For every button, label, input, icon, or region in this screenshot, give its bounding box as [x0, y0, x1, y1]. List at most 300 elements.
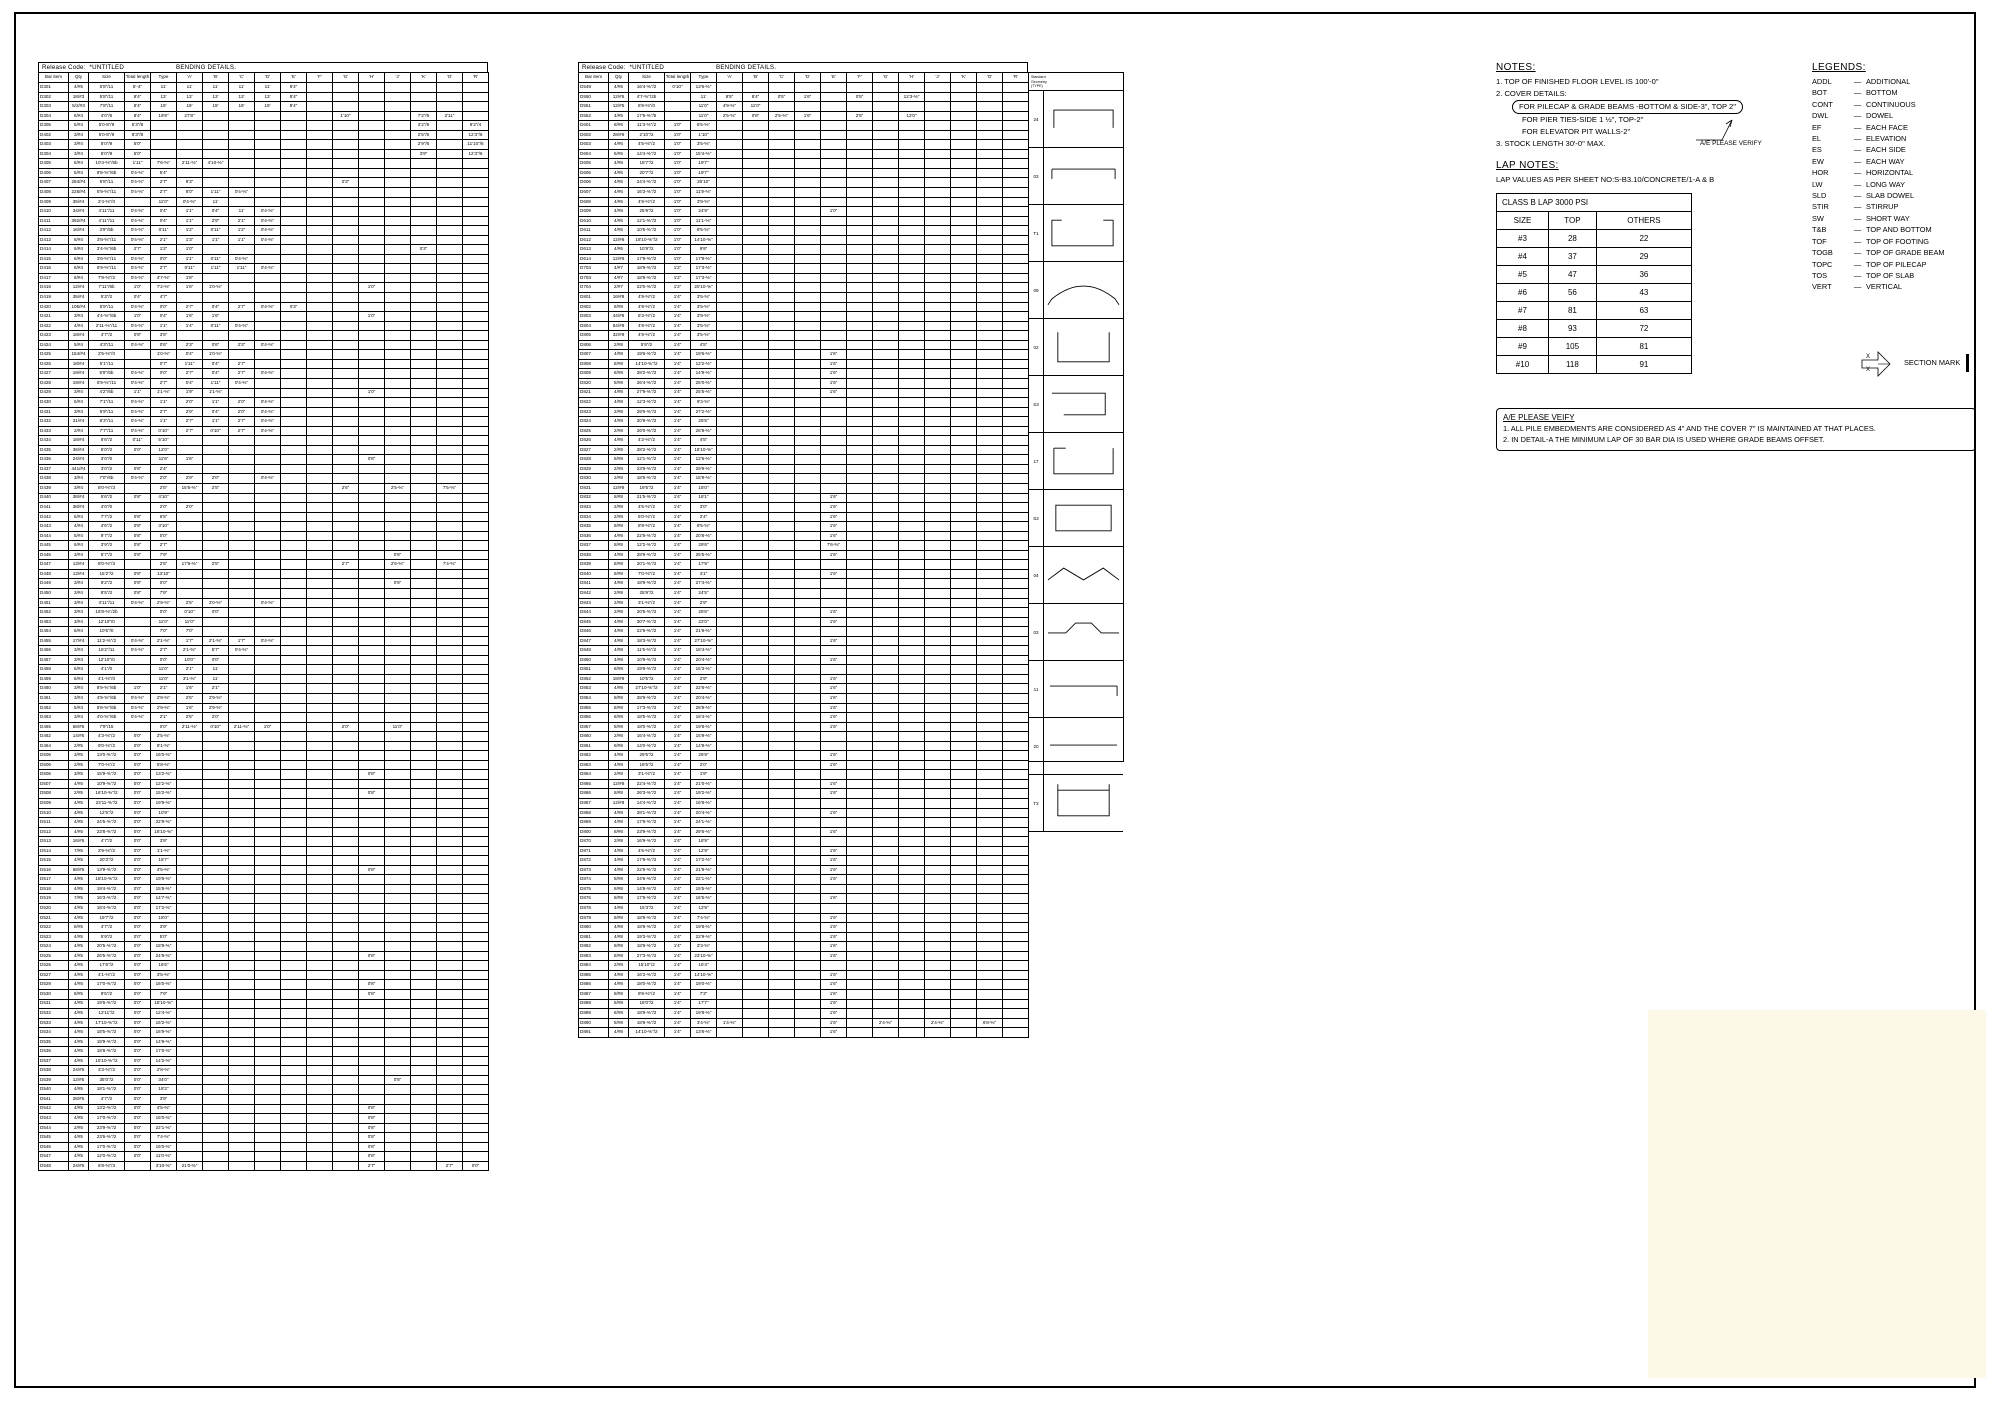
- table-cell: 16'10-%": [151, 827, 177, 837]
- table-cell: [977, 245, 1003, 255]
- table-cell: [873, 83, 899, 93]
- table-cell: [821, 961, 847, 971]
- table-cell: 0'0": [125, 818, 151, 828]
- table-cell: [281, 923, 307, 933]
- table-cell: 0'0": [125, 445, 151, 455]
- table-cell: 0'8": [359, 980, 385, 990]
- table-cell: 4'9-%"/6b: [89, 694, 125, 704]
- table-cell: [307, 655, 333, 665]
- table-cell: 4'2"/6b: [89, 388, 125, 398]
- table-cell: [333, 1037, 359, 1047]
- table-row: [39, 550, 489, 560]
- table-cell: [437, 904, 463, 914]
- table-cell: [385, 989, 411, 999]
- table-cell: [333, 961, 359, 971]
- table-cell: [203, 932, 229, 942]
- lap-table-title: CLASS B LAP 3000 PSI: [1497, 194, 1692, 212]
- table-cell: [385, 636, 411, 646]
- table-cell: 1'6": [821, 865, 847, 875]
- table-cell: [359, 588, 385, 598]
- table-cell: 1'4": [665, 579, 691, 589]
- table-cell: 2'5-%": [717, 111, 743, 121]
- table-cell: [795, 608, 821, 618]
- table-cell: [385, 684, 411, 694]
- table-cell: [437, 942, 463, 952]
- table-cell: [255, 569, 281, 579]
- table-row: [39, 312, 489, 322]
- table-cell: [821, 102, 847, 112]
- table-cell: 1'4": [665, 923, 691, 933]
- table-cell: [385, 159, 411, 169]
- table-cell: 8'4": [281, 102, 307, 112]
- table-cell: [951, 894, 977, 904]
- table-cell: [281, 254, 307, 264]
- table-cell: 4/#5: [69, 1104, 89, 1114]
- table-cell: [1003, 655, 1029, 665]
- table-cell: [717, 579, 743, 589]
- table-cell: [977, 369, 1003, 379]
- table-cell: [385, 1028, 411, 1038]
- table-cell: [899, 665, 925, 675]
- table-cell: [307, 321, 333, 331]
- table-row: [579, 674, 1029, 684]
- table-cell: [229, 655, 255, 665]
- table-cell: 8'4": [743, 92, 769, 102]
- table-cell: [951, 531, 977, 541]
- table-cell: [951, 713, 977, 723]
- table-cell: [743, 904, 769, 914]
- column-header-5: 'A': [177, 73, 203, 83]
- table-cell: 1'4": [665, 293, 691, 303]
- table-cell: 12/#8: [609, 799, 629, 809]
- table-cell: [437, 1075, 463, 1085]
- table-cell: [203, 245, 229, 255]
- table-cell: 3'8-%"/11: [89, 235, 125, 245]
- table-cell: D527: [39, 970, 69, 980]
- table-cell: 24'5-%"/2: [89, 818, 125, 828]
- table-cell: [1003, 159, 1029, 169]
- table-row: [39, 923, 489, 933]
- table-cell: D449: [39, 579, 69, 589]
- table-cell: 2'7": [151, 188, 177, 198]
- table-cell: [463, 1085, 489, 1095]
- table-cell: [307, 455, 333, 465]
- table-cell: [463, 627, 489, 637]
- table-cell: [203, 569, 229, 579]
- table-cell: [463, 512, 489, 522]
- table-cell: [307, 503, 333, 513]
- table-cell: [795, 617, 821, 627]
- table-cell: [385, 464, 411, 474]
- table-cell: 9'5-%": [691, 226, 717, 236]
- table-cell: 18'1": [691, 493, 717, 503]
- table-cell: [769, 1009, 795, 1019]
- note-cover-pilecap: FOR PILECAP & GRADE BEAMS -BOTTOM & SIDE-3", TOP 2": [1512, 100, 1743, 114]
- table-cell: 5'10": [151, 436, 177, 446]
- table-cell: 4/#5: [69, 827, 89, 837]
- table-cell: 21'0-%": [177, 1161, 203, 1171]
- table-cell: [411, 923, 437, 933]
- table-cell: [769, 674, 795, 684]
- table-cell: [281, 235, 307, 245]
- table-cell: [899, 818, 925, 828]
- table-cell: 22'6-%": [691, 684, 717, 694]
- table-cell: [437, 961, 463, 971]
- table-cell: [717, 273, 743, 283]
- table-cell: 1'6": [821, 503, 847, 513]
- table-cell: 1'4": [665, 455, 691, 465]
- table-row: [579, 884, 1029, 894]
- table-cell: 5'3-%"/2: [629, 312, 665, 322]
- table-cell: [203, 1161, 229, 1171]
- shape-row-03: [1029, 148, 1123, 205]
- legend-text: TOP AND BOTTOM: [1866, 225, 1932, 235]
- table-cell: [925, 350, 951, 360]
- table-cell: [307, 474, 333, 484]
- table-cell: [333, 608, 359, 618]
- table-cell: 10'9-%"/2: [89, 779, 125, 789]
- table-cell: D515: [39, 856, 69, 866]
- table-cell: [333, 283, 359, 293]
- table-cell: [411, 904, 437, 914]
- table-cell: [437, 245, 463, 255]
- table-cell: [359, 913, 385, 923]
- table-cell: 0'4-%": [255, 474, 281, 484]
- table-row: [39, 1047, 489, 1057]
- table-cell: [743, 350, 769, 360]
- table-cell: [769, 961, 795, 971]
- legend-item-stir: [1812, 201, 1992, 212]
- table-cell: [743, 999, 769, 1009]
- table-cell: D407: [39, 178, 69, 188]
- table-cell: D847: [579, 636, 609, 646]
- table-cell: [1003, 1018, 1029, 1028]
- table-cell: [873, 932, 899, 942]
- table-cell: [281, 1133, 307, 1143]
- table-cell: [229, 865, 255, 875]
- table-cell: [977, 254, 1003, 264]
- table-cell: [177, 894, 203, 904]
- table-cell: 2'7": [177, 302, 203, 312]
- table-cell: [769, 923, 795, 933]
- table-cell: [307, 1152, 333, 1162]
- table-cell: [463, 827, 489, 837]
- table-row: [39, 111, 489, 121]
- table-cell: [743, 149, 769, 159]
- table-cell: [359, 293, 385, 303]
- table-cell: [951, 483, 977, 493]
- table-cell: 19'8-%": [691, 1009, 717, 1019]
- legend-item-tandb: [1812, 224, 1992, 235]
- table-cell: [281, 999, 307, 1009]
- table-cell: 11': [151, 83, 177, 93]
- table-row: [39, 1018, 489, 1028]
- table-cell: [717, 703, 743, 713]
- table-cell: [769, 512, 795, 522]
- column-header-14: 'K': [951, 73, 977, 83]
- table-cell: [333, 312, 359, 322]
- table-row: [579, 713, 1029, 723]
- table-row: [39, 254, 489, 264]
- table-cell: 4/#5: [69, 1047, 89, 1057]
- table-cell: [847, 283, 873, 293]
- table-cell: D881: [579, 932, 609, 942]
- table-cell: [255, 483, 281, 493]
- table-cell: [873, 894, 899, 904]
- table-cell: 8/#8: [609, 989, 629, 999]
- table-cell: 1'2": [177, 226, 203, 236]
- table-cell: [411, 837, 437, 847]
- table-cell: [717, 646, 743, 656]
- table-cell: D824: [579, 417, 609, 427]
- table-cell: [177, 1028, 203, 1038]
- table-cell: 0'8": [359, 1142, 385, 1152]
- table-cell: [255, 617, 281, 627]
- table-cell: D609: [579, 207, 609, 217]
- table-cell: [795, 627, 821, 637]
- table-cell: [307, 894, 333, 904]
- shape-diagram-icon: [1044, 91, 1123, 147]
- table-cell: [177, 980, 203, 990]
- table-cell: [203, 1066, 229, 1076]
- table-cell: 4/#5: [609, 111, 629, 121]
- table-cell: [1003, 970, 1029, 980]
- table-cell: [385, 312, 411, 322]
- table-cell: [177, 1085, 203, 1095]
- table-cell: D506: [39, 751, 69, 761]
- table-cell: [899, 694, 925, 704]
- table-cell: D836: [579, 531, 609, 541]
- table-cell: [385, 407, 411, 417]
- table-cell: [177, 1037, 203, 1047]
- table-cell: [229, 1094, 255, 1104]
- table-cell: [873, 168, 899, 178]
- table-cell: [177, 1123, 203, 1133]
- table-cell: [899, 293, 925, 303]
- table-cell: [463, 464, 489, 474]
- table-row: [39, 102, 489, 112]
- table-cell: [795, 713, 821, 723]
- table-cell: [177, 531, 203, 541]
- table-cell: [847, 560, 873, 570]
- table-cell: [307, 932, 333, 942]
- table-cell: [873, 550, 899, 560]
- table-cell: [229, 779, 255, 789]
- table-cell: [411, 732, 437, 742]
- table-cell: 2'9": [203, 216, 229, 226]
- table-cell: D826: [579, 436, 609, 446]
- table-cell: 2/#8: [609, 503, 629, 513]
- table-cell: [821, 111, 847, 121]
- table-cell: [873, 455, 899, 465]
- table-cell: 11': [691, 92, 717, 102]
- table-cell: [411, 417, 437, 427]
- table-cell: [951, 436, 977, 446]
- table-cell: [333, 875, 359, 885]
- table-cell: [1003, 636, 1029, 646]
- table-cell: [873, 646, 899, 656]
- table-cell: 3'5-%": [691, 321, 717, 331]
- table-row: [39, 512, 489, 522]
- table-cell: D601: [579, 121, 609, 131]
- table-cell: [385, 1056, 411, 1066]
- lap-column-others: OTHERS: [1596, 212, 1691, 230]
- table-cell: [925, 455, 951, 465]
- table-cell: [359, 159, 385, 169]
- table-cell: [203, 923, 229, 933]
- table-cell: 1'4": [665, 608, 691, 618]
- table-cell: [255, 951, 281, 961]
- table-cell: 0'0": [125, 846, 151, 856]
- table-cell: [281, 493, 307, 503]
- table-cell: 19/#4: [69, 378, 89, 388]
- table-cell: [847, 703, 873, 713]
- table-row: [579, 799, 1029, 809]
- table-cell: D612: [579, 235, 609, 245]
- table-cell: [411, 455, 437, 465]
- table-cell: [359, 598, 385, 608]
- table-cell: 1'6": [821, 550, 847, 560]
- table-cell: D508: [39, 789, 69, 799]
- table-cell: [333, 159, 359, 169]
- table-cell: [125, 350, 151, 360]
- table-row: [579, 273, 1029, 283]
- table-cell: [385, 999, 411, 1009]
- table-cell: 3'1-%"/2: [629, 598, 665, 608]
- table-cell: 5'0": [125, 140, 151, 150]
- table-cell: [463, 83, 489, 93]
- table-cell: [1003, 569, 1029, 579]
- table-cell: 4/#4: [69, 522, 89, 532]
- table-cell: 2/#8: [609, 598, 629, 608]
- table-cell: D543: [39, 1114, 69, 1124]
- table-row: [39, 283, 489, 293]
- table-cell: [925, 894, 951, 904]
- table-cell: 0'4-%": [125, 321, 151, 331]
- table-cell: [847, 751, 873, 761]
- table-cell: 17'9-%"/2: [629, 254, 665, 264]
- table-cell: [437, 254, 463, 264]
- table-cell: [359, 799, 385, 809]
- table-cell: [795, 884, 821, 894]
- table-cell: [203, 293, 229, 303]
- table-cell: 4'2-%"/2: [629, 436, 665, 446]
- table-cell: [307, 875, 333, 885]
- table-cell: D459: [39, 674, 69, 684]
- table-cell: 2'11-%"/11: [89, 321, 125, 331]
- table-cell: [873, 1009, 899, 1019]
- table-cell: [281, 741, 307, 751]
- table-cell: [385, 121, 411, 131]
- table-row: [39, 388, 489, 398]
- table-cell: [873, 340, 899, 350]
- table-cell: [359, 741, 385, 751]
- table-cell: [385, 340, 411, 350]
- table-cell: [977, 989, 1003, 999]
- table-cell: 0'8": [125, 550, 151, 560]
- table-cell: D532: [39, 1009, 69, 1019]
- table-cell: [177, 541, 203, 551]
- table-cell: [847, 178, 873, 188]
- table-cell: D533: [39, 1018, 69, 1028]
- table-cell: [385, 331, 411, 341]
- table-cell: [229, 1037, 255, 1047]
- table-cell: [977, 732, 1003, 742]
- table-cell: [463, 483, 489, 493]
- table-cell: 4/#5: [69, 904, 89, 914]
- table-cell: 10'6"/0: [89, 627, 125, 637]
- table-cell: [385, 904, 411, 914]
- table-cell: 18'8-%"/2: [89, 1047, 125, 1057]
- table-row: [39, 665, 489, 675]
- table-cell: [437, 188, 463, 198]
- table-cell: [411, 503, 437, 513]
- table-cell: [385, 1037, 411, 1047]
- table-cell: [1003, 980, 1029, 990]
- table-cell: 12'0-%"/2: [89, 1152, 125, 1162]
- table-cell: [437, 340, 463, 350]
- table-cell: [951, 827, 977, 837]
- table-cell: [411, 226, 437, 236]
- table-cell: [333, 168, 359, 178]
- table-cell: [743, 331, 769, 341]
- table-cell: [463, 1104, 489, 1114]
- table-row: [579, 760, 1029, 770]
- table-cell: [769, 904, 795, 914]
- table-cell: [821, 904, 847, 914]
- table-cell: [281, 875, 307, 885]
- table-cell: 0'0": [151, 369, 177, 379]
- table-cell: 23'10-%": [691, 951, 717, 961]
- table-cell: [899, 273, 925, 283]
- table-cell: [281, 111, 307, 121]
- table-cell: [229, 512, 255, 522]
- table-cell: [899, 178, 925, 188]
- table-cell: [795, 531, 821, 541]
- table-cell: [977, 111, 1003, 121]
- lap-cell: 47: [1548, 266, 1596, 284]
- table-cell: [977, 942, 1003, 952]
- table-row: [579, 837, 1029, 847]
- table-cell: 9'9": [691, 245, 717, 255]
- table-cell: [1003, 111, 1029, 121]
- table-row: [579, 1028, 1029, 1038]
- table-cell: [359, 83, 385, 93]
- table-cell: 1'0": [821, 207, 847, 217]
- table-cell: [281, 579, 307, 589]
- table-row: [39, 884, 489, 894]
- table-cell: [873, 302, 899, 312]
- table-cell: [717, 321, 743, 331]
- table-cell: [873, 483, 899, 493]
- table-cell: 4'9-%"/2: [629, 197, 665, 207]
- table-cell: [359, 732, 385, 742]
- table-cell: [795, 560, 821, 570]
- table-cell: [229, 197, 255, 207]
- table-cell: [411, 560, 437, 570]
- table-cell: [229, 665, 255, 675]
- table-cell: [463, 684, 489, 694]
- table-cell: [463, 92, 489, 102]
- table-cell: [177, 522, 203, 532]
- table-cell: [717, 856, 743, 866]
- table-cell: [307, 235, 333, 245]
- table-cell: [385, 598, 411, 608]
- table-cell: [229, 159, 255, 169]
- table-row: [579, 751, 1029, 761]
- table-cell: [229, 140, 255, 150]
- table-cell: [795, 875, 821, 885]
